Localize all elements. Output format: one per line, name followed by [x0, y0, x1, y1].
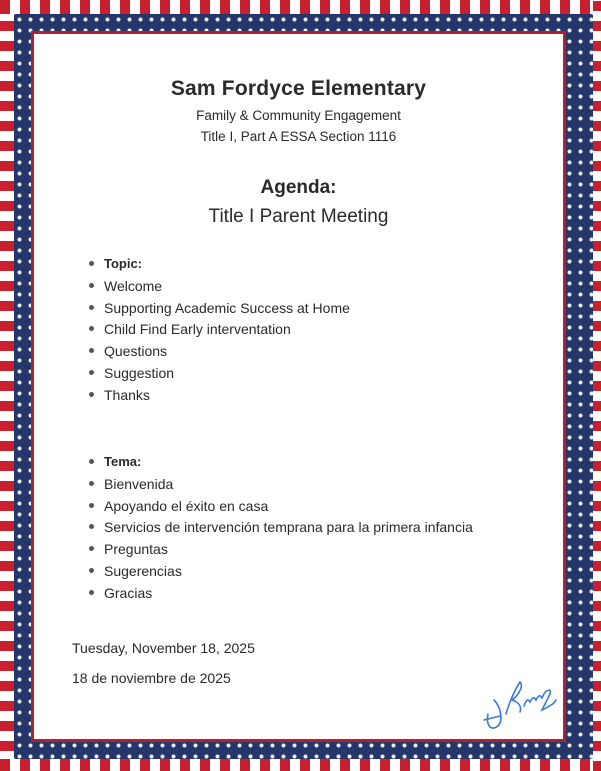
- list-item: Thanks: [104, 385, 350, 407]
- border-stripes-bottom: [0, 759, 601, 771]
- list-item: Apoyando el éxito en casa: [104, 496, 473, 518]
- program-line: Title I, Part A ESSA Section 1116: [200, 129, 397, 144]
- list-item: Bienvenida: [104, 474, 473, 496]
- agenda-heading: Agenda:: [260, 177, 337, 198]
- list-item: Questions: [104, 341, 350, 363]
- meeting-title: Title I Parent Meeting: [208, 206, 389, 227]
- signature-image: [480, 670, 560, 736]
- school-name: Sam Fordyce Elementary: [170, 77, 427, 100]
- department-line: Family & Community Engagement: [196, 108, 401, 123]
- meeting-date-english: Tuesday, November 18, 2025: [72, 640, 255, 656]
- topic-list-spanish: [104, 452, 473, 605]
- list-item: Supporting Academic Success at Home: [104, 298, 350, 320]
- list-item: Servicios de intervención temprana para la primera infancia: [104, 517, 473, 539]
- list-header: Tema:: [104, 452, 473, 474]
- list-item: Preguntas: [104, 539, 473, 561]
- list-item: Sugerencias: [104, 561, 473, 583]
- meeting-date-spanish: 18 de noviembre de 2025: [72, 670, 231, 686]
- border-stripes-right: [593, 0, 601, 771]
- list-header: Topic:: [104, 254, 350, 276]
- list-item: Child Find Early interventation: [104, 319, 350, 341]
- list-item: Welcome: [104, 276, 350, 298]
- flyer-page: [34, 34, 563, 739]
- topic-list-english: [104, 254, 350, 407]
- list-item: Gracias: [104, 583, 473, 605]
- list-item: Suggestion: [104, 363, 350, 385]
